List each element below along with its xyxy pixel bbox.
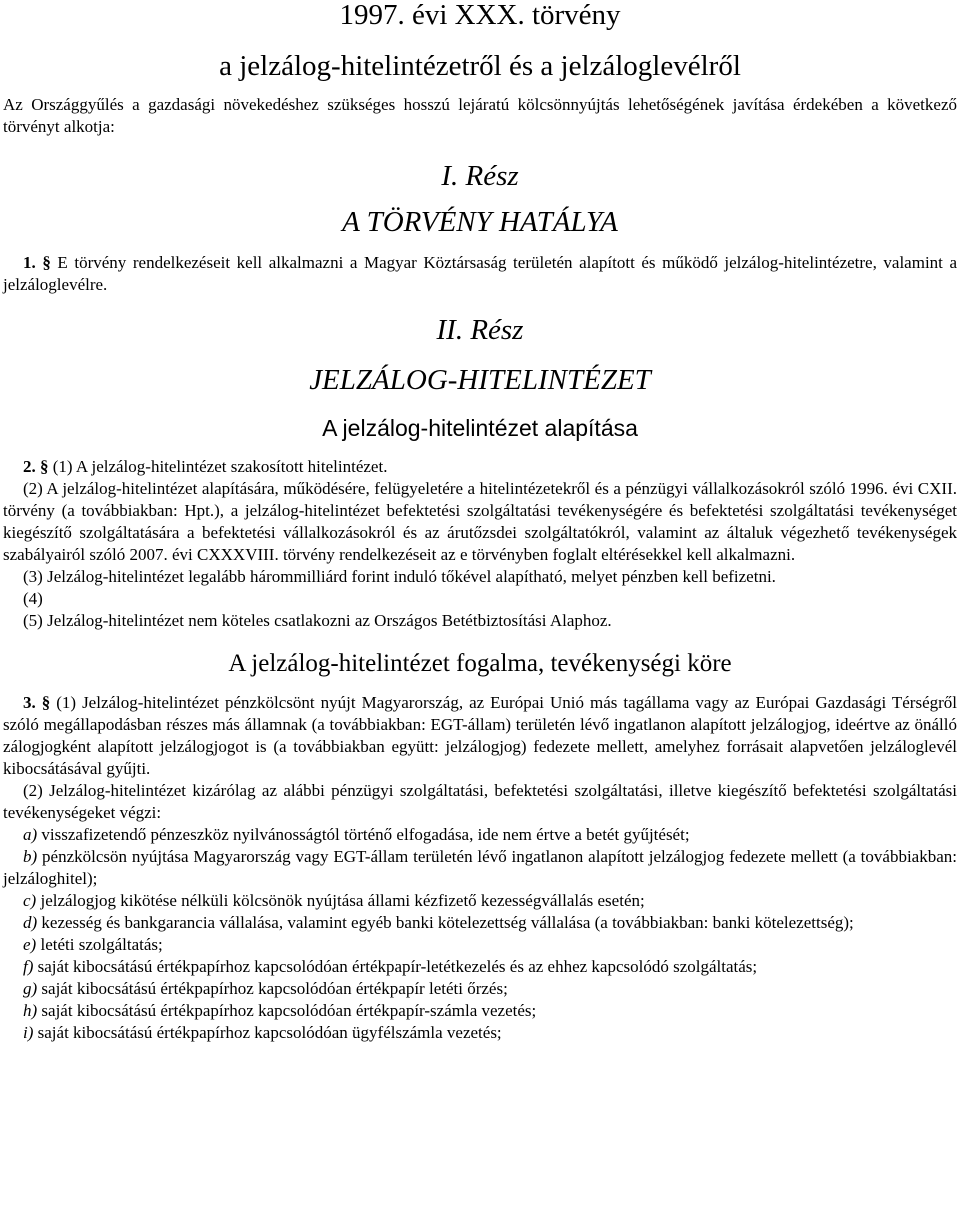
section-1 bbox=[3, 252, 957, 296]
item-letter: a) bbox=[23, 825, 38, 844]
heading-concept: A jelzálog-hitelintézet fogalma, tevékenységi köre bbox=[228, 650, 732, 677]
preamble: Az Országgyűlés a gazdasági növekedéshez szükséges hosszú lejáratú kölcsönnyújtás lehetőségének javítása érdekében a következő törvényt alkotja: bbox=[3, 95, 957, 136]
section-3-p1-text: (1) Jelzálog-hitelintézet pénzkölcsönt nyújt Magyarország, az Európai Unió más tagállama vagy az Európai Gazdasági Térségről szóló megállapodásban részes más államnak (a továbbiakban: EGT-állam) területén lévő ingatlanon alapított jelzálogjog, ideértve az önálló zálogjogként alapított jelzálogjogot is (a továbbiakban együtt: jelzálogjog) fedezete mellett, amelyhez forrásait alapvetően jelzáloglevél kibocsátásával gyűjti. bbox=[3, 693, 957, 778]
section-2-p4: (4) bbox=[23, 589, 43, 608]
item-letter: c) bbox=[23, 891, 37, 910]
item-text: kezesség és bankgarancia vállalása, valamint egyéb banki kötelezettség vállalása (a továbbiakban: banki kötelezettség); bbox=[41, 913, 854, 932]
section-sign: § bbox=[40, 457, 49, 476]
section-2-p2: (2) A jelzálog-hitelintézet alapítására, működésére, felügyeletére a hitelintézetekről és a pénzügyi vállalkozásokról szóló 1996. évi CXII. törvény (a továbbiakban: Hpt.), a jelzálog-hitelintézet befektetési szolgáltatási tevékenységére és befektetési szolgáltatási tevékenységet kiegészítő szolgáltatására a befektetési vállalkozásokról és az árutőzsdei szolgáltatókról, valamint az általuk végezhető tevékenységek szabályairól szóló 2007. évi CXXXVIII. törvény rendelkezéseit az e törvényben foglalt eltérésekkel kell alkalmazni. bbox=[3, 479, 957, 564]
list-item bbox=[3, 1000, 957, 1022]
part-1-title: A TÖRVÉNY HATÁLYA bbox=[342, 206, 618, 238]
section-2-p3: (3) Jelzálog-hitelintézet legalább hárommilliárd forint induló tőkével alapítható, melyet pénzben kell befizetni. bbox=[23, 567, 776, 586]
section-3-p1 bbox=[3, 692, 957, 780]
heading-founding: A jelzálog-hitelintézet alapítása bbox=[322, 415, 638, 441]
list-item bbox=[3, 978, 957, 1000]
law-subtitle: a jelzálog-hitelintézetről és a jelzáloglevélről bbox=[219, 50, 741, 82]
part-2-number: II. Rész bbox=[436, 314, 524, 346]
section-2-p1-text: (1) A jelzálog-hitelintézet szakosított hitelintézet. bbox=[52, 457, 388, 476]
list-item bbox=[3, 890, 957, 912]
list-item bbox=[3, 934, 957, 956]
section-1-number: 1. bbox=[23, 253, 36, 272]
item-letter: i) bbox=[23, 1023, 34, 1042]
list-item bbox=[3, 1022, 957, 1044]
section-sign: § bbox=[42, 253, 51, 272]
section-2-p5: (5) Jelzálog-hitelintézet nem köteles csatlakozni az Országos Betétbiztosítási Alaphoz. bbox=[23, 611, 612, 630]
item-text: letéti szolgáltatás; bbox=[40, 935, 163, 954]
item-letter: f) bbox=[23, 957, 34, 976]
item-text: saját kibocsátású értékpapírhoz kapcsolódóan értékpapír-számla vezetés; bbox=[41, 1001, 537, 1020]
activity-list bbox=[3, 824, 957, 1044]
list-item bbox=[3, 824, 957, 846]
item-text: visszafizetendő pénzeszköz nyilvánosságtól történő elfogadása, ide nem értve a betét gyűjtését; bbox=[41, 825, 690, 844]
item-text: pénzkölcsön nyújtása Magyarország vagy EGT-állam területén lévő ingatlanon alapított jelzálogjog fedezete mellett (a továbbiakban: jelzáloghitel); bbox=[3, 847, 957, 888]
item-letter: e) bbox=[23, 935, 37, 954]
list-item bbox=[3, 912, 957, 934]
section-1-text: E törvény rendelkezéseit kell alkalmazni a Magyar Köztársaság területén alapított és működő jelzálog-hitelintézetre, valamint a jelzáloglevélre. bbox=[3, 253, 958, 294]
item-letter: h) bbox=[23, 1001, 38, 1020]
law-title: 1997. évi XXX. törvény bbox=[339, 0, 621, 31]
section-3-p2: (2) Jelzálog-hitelintézet kizárólag az alábbi pénzügyi szolgáltatási, befektetési szolgáltatási, illetve kiegészítő befektetési szolgáltatási tevékenységeket végzi: bbox=[3, 781, 957, 822]
list-item bbox=[3, 846, 957, 890]
item-letter: b) bbox=[23, 847, 38, 866]
item-text: saját kibocsátású értékpapírhoz kapcsolódóan értékpapír letéti őrzés; bbox=[41, 979, 508, 998]
section-2-number: 2. bbox=[23, 457, 36, 476]
list-item bbox=[3, 956, 957, 978]
item-letter: d) bbox=[23, 913, 38, 932]
part-2-title: JELZÁLOG-HITELINTÉZET bbox=[309, 364, 651, 396]
item-text: saját kibocsátású értékpapírhoz kapcsolódóan ügyfélszámla vezetés; bbox=[37, 1023, 502, 1042]
section-sign: § bbox=[41, 693, 51, 712]
item-text: saját kibocsátású értékpapírhoz kapcsolódóan értékpapír-letétkezelés és az ehhez kapcsolódó szolgáltatás; bbox=[37, 957, 758, 976]
item-text: jelzálogjog kikötése nélküli kölcsönök nyújtása állami kézfizető kezességvállalás esetén; bbox=[40, 891, 645, 910]
part-1-number: I. Rész bbox=[441, 160, 519, 192]
section-2-p1 bbox=[3, 456, 957, 478]
section-3-number: 3. bbox=[23, 693, 36, 712]
item-letter: g) bbox=[23, 979, 38, 998]
